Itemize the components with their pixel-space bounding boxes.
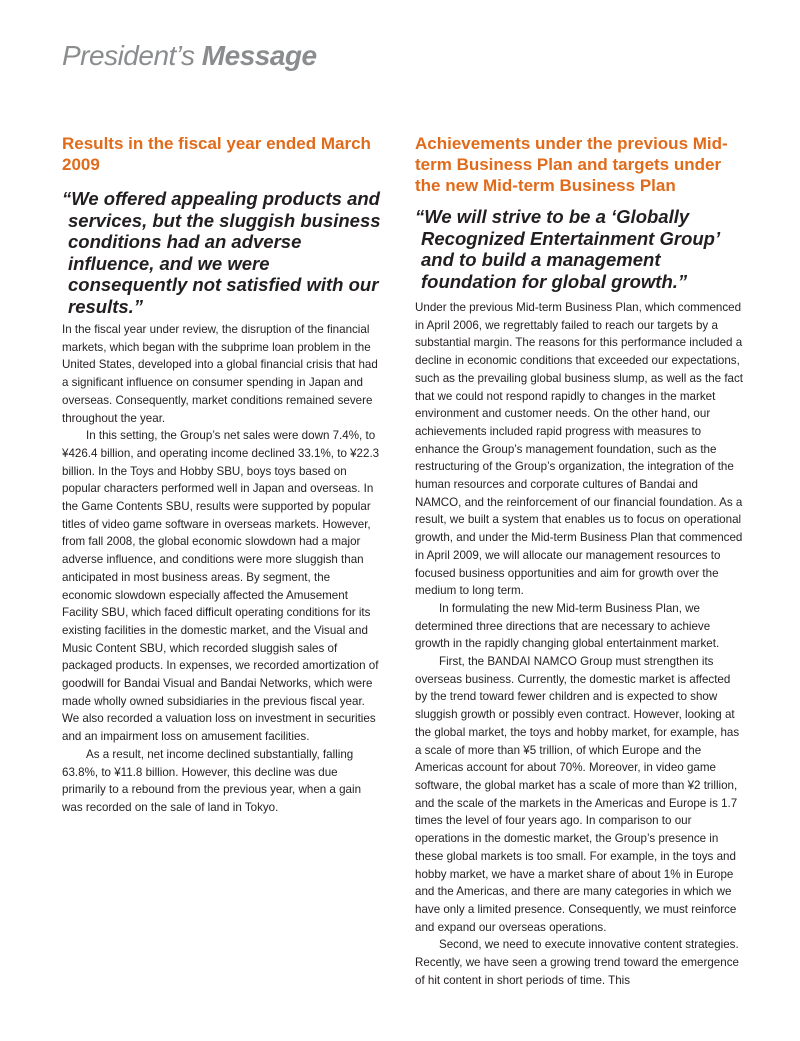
- left-body: [62, 321, 382, 817]
- right-pull-quote: “We will strive to be a ‘Globally Recognized Entertainment Group’ and to build a management foundation for global growth.”: [415, 206, 720, 292]
- left-section-heading: Results in the fiscal year ended March 2009: [62, 134, 371, 174]
- right-paragraph-2: In formulating the new Mid-term Business Plan, we determined three directions that are necessary to achieve growth in the rapidly changing global entertainment market.: [415, 601, 720, 651]
- left-paragraph-2: In this setting, the Group’s net sales were down 7.4%, to ¥426.4 billion, and operating income declined 33.1%, to ¥22.3 billion. In the Toys and Hobby SBU, boys toys based on popular characters performed well in Japan and overseas. In the Game Contents SBU, results were supported by popular titles of video game software in overseas markets. However, from fall 2008, the global economic slowdown had a major adverse influence, and conditions were more sluggish than anticipated in most business areas. By segment, the economic slowdown especially affected the Amusement Facility SBU, which faced difficult operating conditions for its existing facilities in the domestic market, and the Visual and Music Content SBU, which recorded sluggish sales of packaged products. In expenses, we recorded amortization of goodwill for Bandai Visual and Bandai Networks, which were made wholly owned subsidiaries in the previous fiscal year. We also recorded a valuation loss on investment in securities and an impairment loss on amusement facilities.: [62, 429, 380, 744]
- right-paragraph-1: Under the previous Mid-term Business Plan, which commenced in April 2006, we regrettably failed to reach our targets by a substantial margin. The reasons for this performance included a decline in economic conditions that exceeded our expectations, such as the prevailing global business slump, as well as the fact that we could not respond rapidly to changes in the market environment and customer needs. On the other hand, our achievements included rapid progress with measures to enhance the Group’s management foundation, such as the restructuring of the Group’s organization, the integration of the human resources and corporate cultures of Bandai and NAMCO, and the reinforcement of our financial foundation. As a result, we built a system that enables us to focus on operational growth, and under the Mid-term Business Plan that commenced in April 2009, we will allocate our management resources to focused business opportunities and aim for growth over the medium to long term.: [415, 301, 744, 598]
- left-column: [62, 133, 382, 817]
- left-pull-quote: “We offered appealing products and services, but the sluggish business conditions had an adverse influence, and we were consequently not satisfied with our results.”: [62, 188, 381, 317]
- right-body: [415, 299, 745, 989]
- right-paragraph-4: Second, we need to execute innovative content strategies. Recently, we have seen a growing trend toward the emergence of hit content in short periods of time. This: [415, 938, 739, 987]
- right-column: [415, 133, 745, 989]
- page-title: [62, 40, 317, 72]
- right-paragraph-3: First, the BANDAI NAMCO Group must strengthen its overseas business. Currently, the domestic market is affected by the trend toward fewer children and is expected to show sluggish growth or possibly even contract. However, looking at the global market, the toys and hobby market, for example, has a scale of more than ¥5 trillion, of which Europe and the Americas account for about 70%. Moreover, in video game software, the global market has a scale of more than ¥2 trillion, and the scale of the markets in the Americas and Europe is 1.7 times the level of four years ago. In comparison to our operations in the domestic market, the Group’s presence in these global markets is too small. For example, in the toys and hobby market, we have a market share of about 1% in Europe and the Americas, and there are many categories in which we have only a limited presence. Consequently, we must reinforce and expand our overseas operations.: [415, 655, 740, 934]
- left-paragraph-1: In the fiscal year under review, the disruption of the financial markets, which began with the subprime loan problem in the United States, developed into a global financial crisis that had a significant influence on consumer spending in Japan and overseas. Consequently, market conditions remained severe throughout the year.: [62, 323, 378, 425]
- left-paragraph-3: As a result, net income declined substantially, falling 63.8%, to ¥11.8 billion. However, this decline was due primarily to a rebound from the previous year, when a gain was recorded on the sale of land in Tokyo.: [62, 747, 362, 814]
- page-title-light: President’s: [62, 40, 202, 71]
- right-section-heading: Achievements under the previous Mid-term Business Plan and targets under the new Mid-term Business Plan: [415, 134, 728, 195]
- page-title-bold: Message: [201, 40, 317, 71]
